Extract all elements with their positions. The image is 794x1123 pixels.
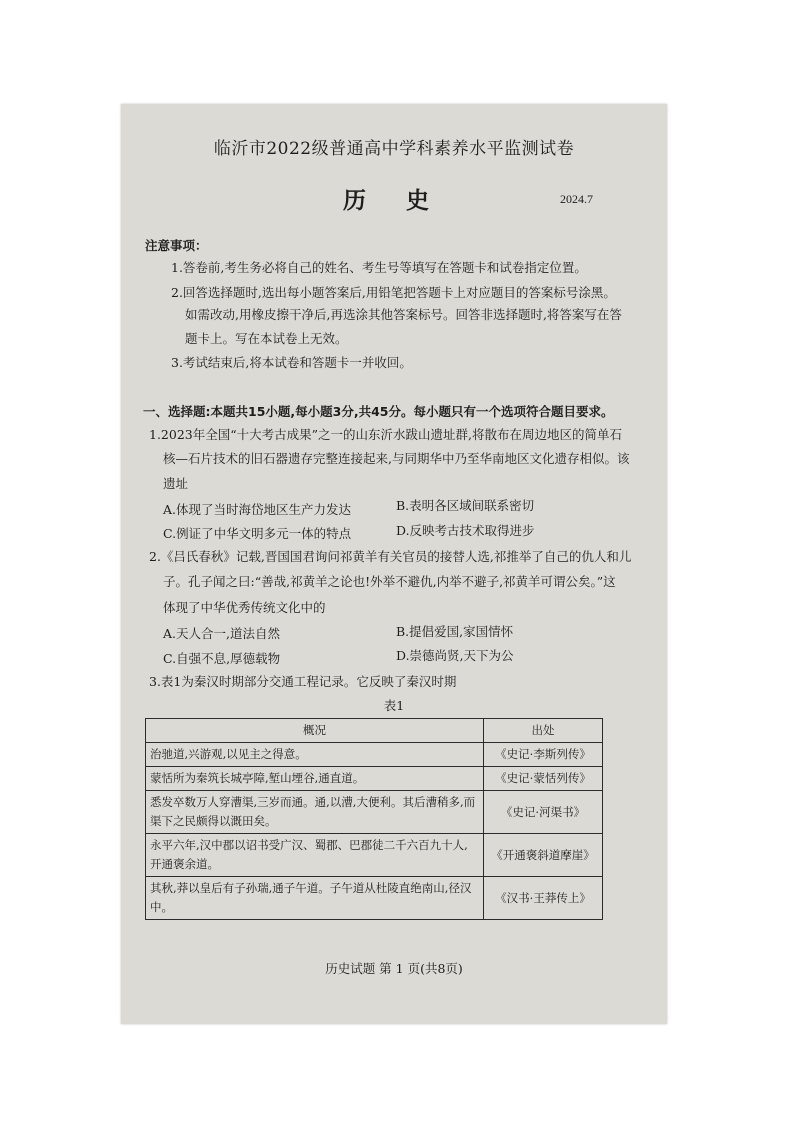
row-source: 《史记·河渠书》: [484, 791, 603, 834]
row-source: 《史记·李斯列传》: [484, 743, 603, 767]
row-summary: 悉发卒数万人穿漕渠,三岁而通。通,以漕,大便利。其后漕稍多,而渠下之民颇得以溉田矣。: [146, 791, 484, 834]
question-1-stem: 1.2023年全国“十大考古成果”之一的山东沂水跋山遗址群,将散布在周边地区的简单石: [149, 427, 622, 442]
table-row: [146, 877, 603, 920]
question-1-stem: 核—石片技术的旧石器遗存完整连接起来,与同期华中乃至华南地区文化遗存相似。该: [163, 451, 630, 466]
note-item: 题卡上。写在本试卷上无效。: [185, 331, 348, 346]
exam-page: [121, 104, 667, 1024]
note-item: 2.回答选择题时,选出每小题答案后,用铅笔把答题卡上对应题目的答案标号涂黑。: [171, 285, 616, 300]
table-row: [146, 834, 603, 877]
table-row: [146, 743, 603, 767]
exam-date: 2024.7: [560, 192, 593, 206]
column-header-source: 出处: [484, 719, 603, 743]
row-source: 《开通褒斜道摩崖》: [484, 834, 603, 877]
note-item: 1.答卷前,考生务必将自己的姓名、考生号等填写在答题卡和试卷指定位置。: [171, 260, 587, 275]
note-item: 3.考试结束后,将本试卷和答题卡一并收回。: [171, 355, 412, 370]
table-row: [146, 791, 603, 834]
table-1: [145, 718, 603, 920]
question-2-option-d: D.崇德尚贤,天下为公: [396, 648, 514, 663]
row-summary: 治驰道,兴游观,以见主之得意。: [146, 743, 484, 767]
question-2-stem: 子。孔子闻之曰:“善哉,祁黄羊之论也!外举不避仇,内举不避子,祁黄羊可谓公矣。”这: [163, 574, 616, 589]
question-1-stem: 遗址: [163, 476, 189, 491]
question-1-option-c: C.例证了中华文明多元一体的特点: [163, 526, 352, 541]
row-source: 《汉书·王莽传上》: [484, 877, 603, 920]
question-1-option-d: D.反映考古技术取得进步: [396, 523, 535, 538]
note-item: 如需改动,用橡皮擦干净后,再选涂其他答案标号。回答非选择题时,将答案写在答: [185, 307, 622, 322]
question-3-stem: 3.表1为秦汉时期部分交通工程记录。它反映了秦汉时期: [149, 674, 457, 689]
subject-title: 历 史: [342, 187, 445, 214]
column-header-summary: 概况: [146, 719, 484, 743]
exam-title: 临沂市2022级普通高中学科素养水平监测试卷: [213, 139, 575, 159]
row-summary: 其秋,莽以皇后有子孙瑞,通子午道。子午道从杜陵直绝南山,径汉中。: [146, 877, 484, 920]
row-summary: 蒙恬所为秦筑长城亭障,堑山堙谷,通直道。: [146, 767, 484, 791]
row-source: 《史记·蒙恬列传》: [484, 767, 603, 791]
table-row: [146, 767, 603, 791]
question-2-option-c: C.自强不息,厚德载物: [163, 651, 281, 666]
question-2-option-a: A.天人合一,道法自然: [163, 626, 280, 641]
row-summary: 永平六年,汉中郡以诏书受广汉、蜀郡、巴郡徒二千六百九十人,开通褒余道。: [146, 834, 484, 877]
notes-heading: 注意事项：: [145, 238, 208, 253]
table-header-row: [146, 719, 603, 743]
table-caption: 表1: [383, 698, 405, 713]
question-2-stem: 2.《吕氏春秋》记载,晋国国君询问祁黄羊有关官员的接替人选,祁推举了自己的仇人和儿: [149, 549, 632, 564]
question-1-option-b: B.表明各区域间联系密切: [396, 498, 535, 513]
question-2-option-b: B.提倡爱国,家国情怀: [396, 624, 514, 639]
question-1-option-a: A.体现了当时海岱地区生产力发达: [163, 502, 352, 517]
question-2-stem: 体现了中华优秀传统文化中的: [163, 600, 326, 615]
section-heading: 一、选择题:本题共15小题,每小题3分,共45分。每小题只有一个选项符合题目要求。: [143, 404, 614, 419]
page-footer: 历史试题 第 1 页(共8页): [325, 961, 463, 976]
